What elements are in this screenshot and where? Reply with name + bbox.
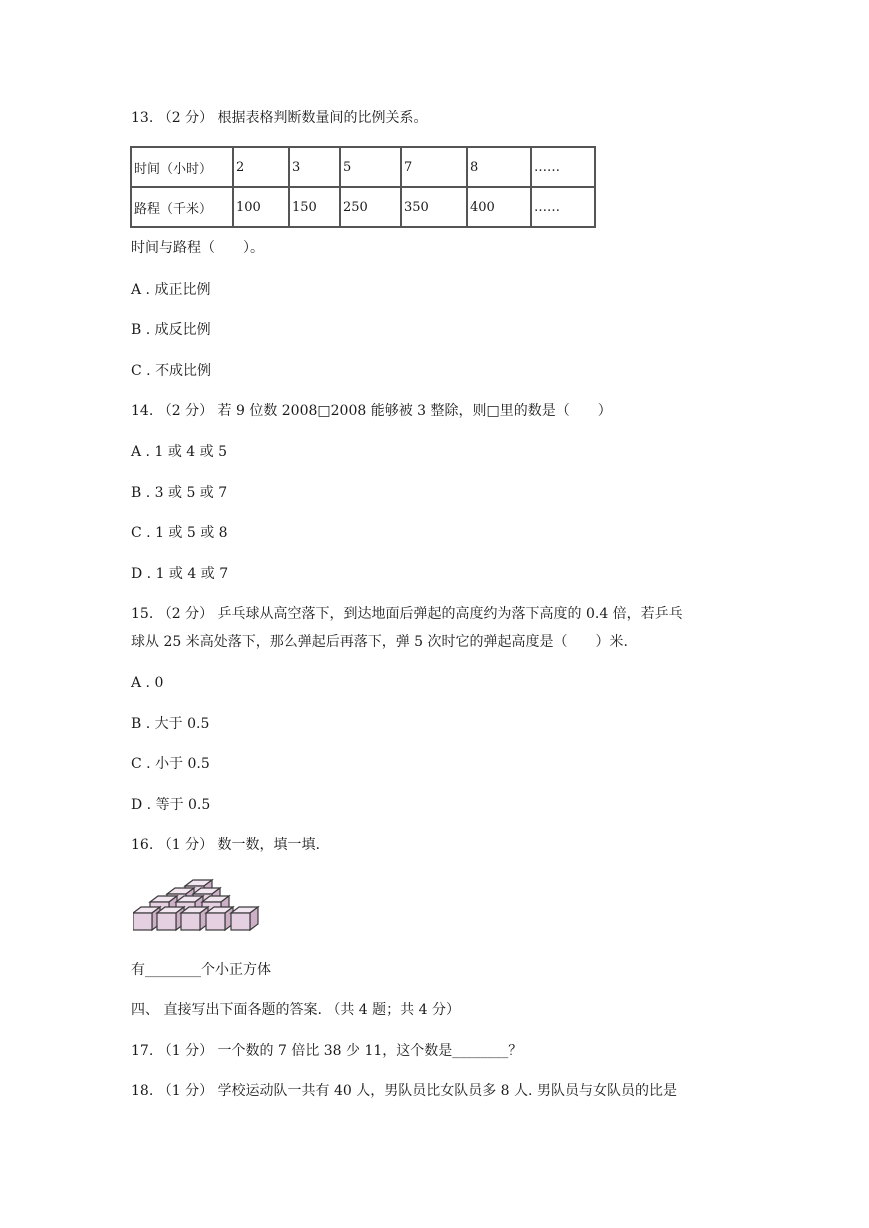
q15-option-b[interactable]: B . 大于 0.5 (131, 716, 210, 732)
q14-option-c[interactable]: C . 1 或 5 或 8 (131, 525, 228, 541)
q15-stem-line1: 15. （2 分） 乒乓球从高空落下，到达地面后弹起的高度约为落下高度的 0.4 倍，若乒乓 (131, 606, 683, 622)
table-cell: …… (531, 147, 595, 187)
table-cell: 路程（千米） (131, 187, 233, 227)
q17-stem: 17. （1 分） 一个数的 7 倍比 38 少 11，这个数是________？ (131, 1043, 523, 1059)
table-cell: 150 (289, 187, 340, 227)
q14-option-d[interactable]: D . 1 或 4 或 7 (131, 566, 229, 582)
q14-option-a[interactable]: A . 1 或 4 或 5 (131, 444, 227, 460)
q13-stem: 13. （2 分） 根据表格判断数量间的比例关系。 (131, 110, 428, 126)
q15-stem-line2: 球从 25 米高处落下，那么弹起后再落下，弹 5 次时它的弹起高度是（ ）米. (131, 634, 628, 650)
table-row (131, 187, 595, 227)
table-cell: 7 (401, 147, 467, 187)
table-cell: 5 (340, 147, 401, 187)
q13-option-c[interactable]: C . 不成比例 (131, 363, 212, 379)
table-cell: 400 (467, 187, 531, 227)
q13-question: 时间与路程（ ）。 (131, 240, 264, 256)
table-cell: 350 (401, 187, 467, 227)
table-cell: …… (531, 187, 595, 227)
q16-answer-line: 有________个小正方体 (131, 962, 271, 978)
q16-stem: 16. （1 分） 数一数，填一填. (131, 837, 320, 853)
q15-option-d[interactable]: D . 等于 0.5 (131, 797, 211, 813)
table-cell: 250 (340, 187, 401, 227)
table-row (131, 147, 595, 187)
q14-option-b[interactable]: B . 3 或 5 或 7 (131, 485, 228, 501)
table-cell: 2 (233, 147, 289, 187)
q14-stem: 14. （2 分） 若 9 位数 2008□2008 能够被 3 整除，则□里的数是（ ） (131, 403, 612, 419)
table-cell: 时间（小时） (131, 147, 233, 187)
q13-option-a[interactable]: A . 成正比例 (131, 282, 211, 298)
section-4-heading: 四、 直接写出下面各题的答案. （共 4 题；共 4 分） (131, 1002, 460, 1018)
cube-stack-figure (133, 876, 263, 938)
table-cell: 8 (467, 147, 531, 187)
table-cell: 3 (289, 147, 340, 187)
q18-stem: 18. （1 分） 学校运动队一共有 40 人，男队员比女队员多 8 人. 男队员与女队员的比是 (131, 1083, 677, 1099)
table-cell: 100 (233, 187, 289, 227)
q13-table (130, 146, 596, 228)
q15-option-c[interactable]: C . 小于 0.5 (131, 756, 210, 772)
q15-option-a[interactable]: A . 0 (131, 675, 164, 691)
q13-option-b[interactable]: B . 成反比例 (131, 322, 211, 338)
